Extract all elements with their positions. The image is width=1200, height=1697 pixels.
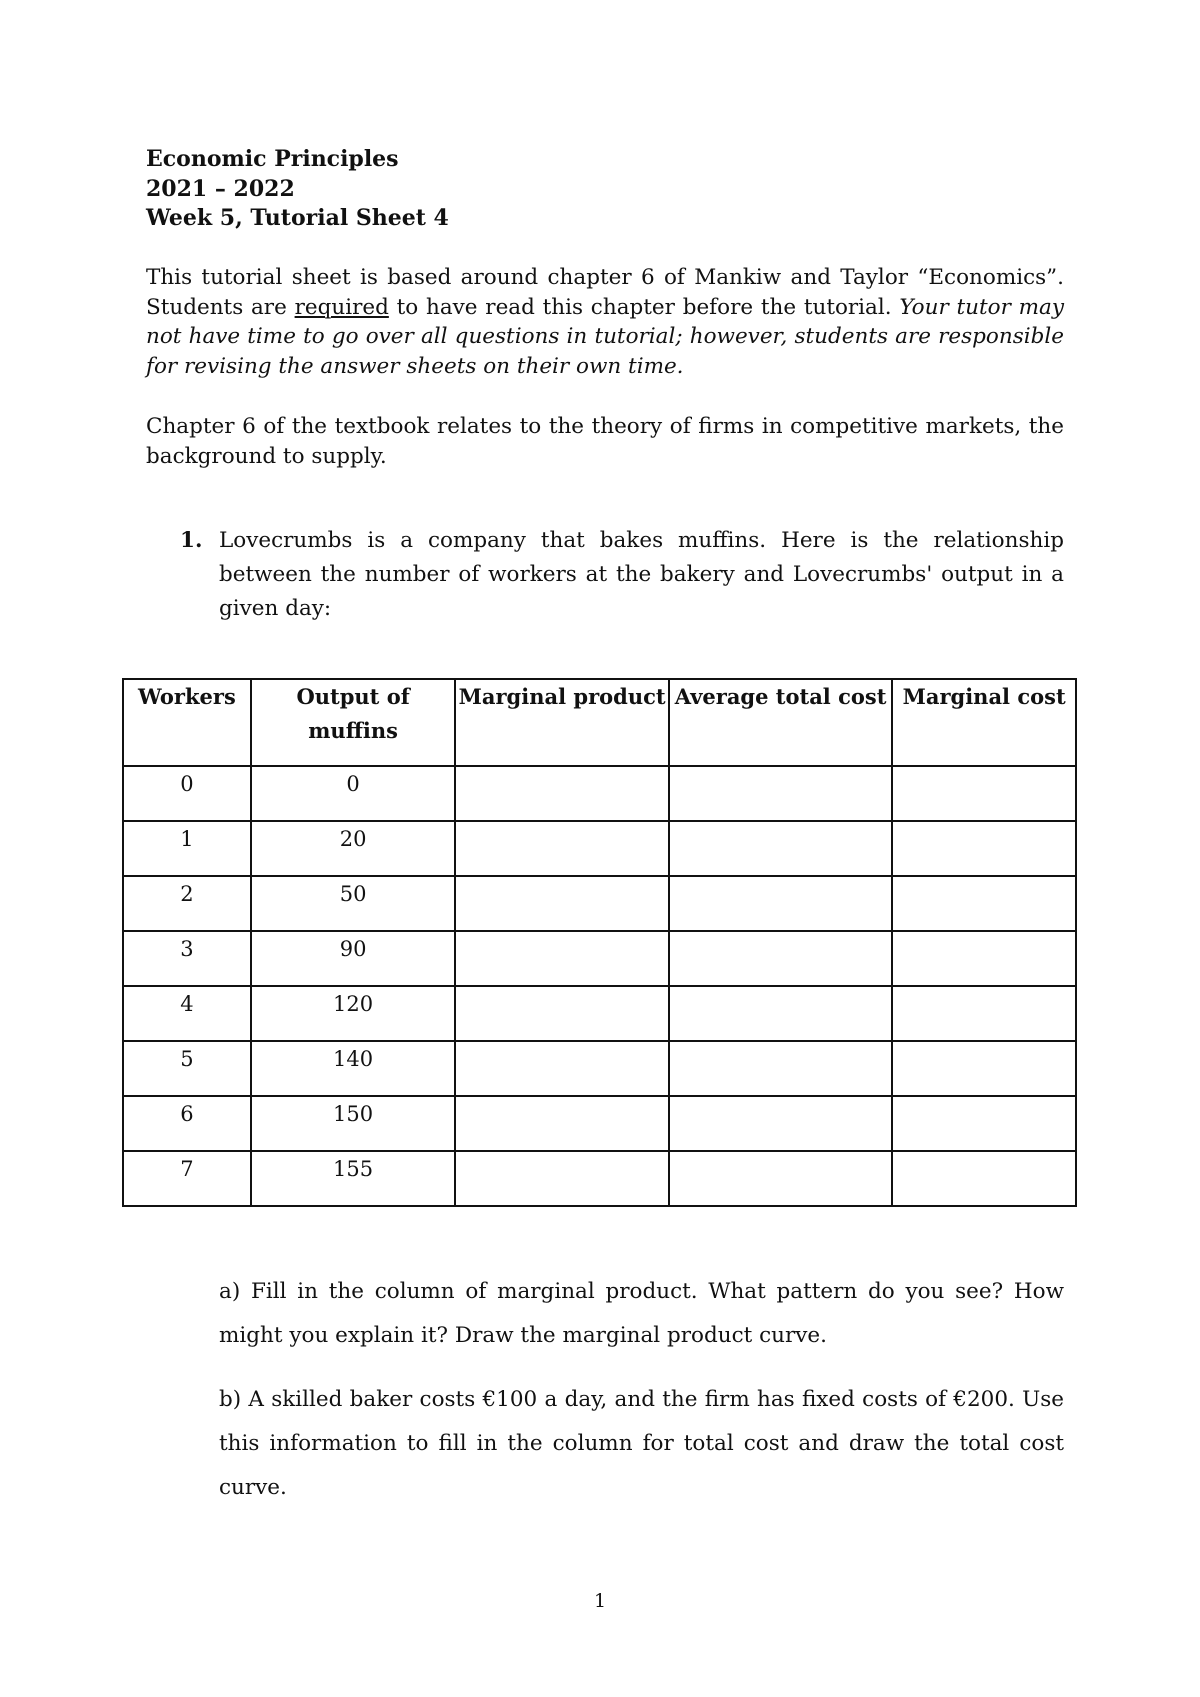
header-marginal-cost: Marginal cost [892, 679, 1076, 766]
table-row [123, 931, 1076, 986]
marginal-cost-cell[interactable] [892, 1151, 1076, 1206]
course-title: Economic Principles [146, 146, 399, 172]
workers-cell: 4 [123, 986, 251, 1041]
marginal-cost-cell[interactable] [892, 931, 1076, 986]
subquestion-a: a) Fill in the column of marginal product. What pattern do you see? How might you explain it? Draw the marginal product curve. [219, 1279, 1064, 1348]
marginal-product-cell[interactable] [455, 986, 669, 1041]
intro-paragraph [146, 263, 1064, 381]
average-total-cost-cell[interactable] [669, 821, 892, 876]
marginal-cost-cell[interactable] [892, 821, 1076, 876]
header-marginal-product: Marginal product [455, 679, 669, 766]
average-total-cost-cell[interactable] [669, 876, 892, 931]
workers-cell: 3 [123, 931, 251, 986]
table-row [123, 1151, 1076, 1206]
table-row [123, 821, 1076, 876]
page-number: 1 [593, 1590, 607, 1612]
marginal-cost-cell[interactable] [892, 986, 1076, 1041]
marginal-product-cell[interactable] [455, 766, 669, 821]
marginal-product-cell[interactable] [455, 876, 669, 931]
table-row [123, 876, 1076, 931]
output-cell: 50 [251, 876, 455, 931]
production-cost-table [122, 678, 1077, 1207]
output-cell: 155 [251, 1151, 455, 1206]
workers-cell: 7 [123, 1151, 251, 1206]
question-text: Lovecrumbs is a company that bakes muffins. Here is the relationship between the number of workers at the bakery and Lovecrumbs' output in a given day: [219, 528, 1064, 621]
output-cell: 20 [251, 821, 455, 876]
table-row [123, 986, 1076, 1041]
marginal-product-cell[interactable] [455, 931, 669, 986]
question-1 [180, 524, 1064, 626]
marginal-cost-cell[interactable] [892, 1041, 1076, 1096]
marginal-cost-cell[interactable] [892, 1096, 1076, 1151]
academic-year: 2021 – 2022 [146, 175, 295, 202]
average-total-cost-cell[interactable] [669, 931, 892, 986]
marginal-cost-cell[interactable] [892, 876, 1076, 931]
average-total-cost-cell[interactable] [669, 1151, 892, 1206]
intro-italic-note: Your tutor may not have time to go over all questions in tutorial; however, students are responsible for revising the answer sheets on their own time. [146, 294, 1064, 379]
table-row [123, 1096, 1076, 1151]
workers-cell: 2 [123, 876, 251, 931]
header-average-total-cost: Average total cost [669, 679, 892, 766]
marginal-product-cell[interactable] [455, 1151, 669, 1206]
output-cell: 90 [251, 931, 455, 986]
table-row [123, 1041, 1076, 1096]
workers-cell: 0 [123, 766, 251, 821]
marginal-product-cell[interactable] [455, 1041, 669, 1096]
table-row [123, 766, 1076, 821]
marginal-cost-cell[interactable] [892, 766, 1076, 821]
workers-cell: 1 [123, 821, 251, 876]
question-number: 1. [180, 528, 203, 553]
average-total-cost-cell[interactable] [669, 1041, 892, 1096]
document-heading [146, 145, 449, 234]
chapter-paragraph: Chapter 6 of the textbook relates to the theory of firms in competitive markets, the background to supply. [146, 414, 1064, 469]
intro-text-middle: to have read this chapter before the tutorial. [388, 294, 900, 320]
output-cell: 150 [251, 1096, 455, 1151]
output-cell: 120 [251, 986, 455, 1041]
output-cell: 140 [251, 1041, 455, 1096]
subquestion-b: b) A skilled baker costs €100 a day, and the firm has fixed costs of €200. Use this information to fill in the column for total cost and draw the total cost curve. [219, 1387, 1064, 1500]
output-cell: 0 [251, 766, 455, 821]
intro-text-start: This tutorial sheet is based around chapter 6 of Mankiw and Taylor “Economics”. Students are [146, 265, 1064, 320]
required-underlined: required [294, 294, 389, 320]
sheet-title: Week 5, Tutorial Sheet 4 [146, 205, 449, 231]
header-output: Output of muffins [251, 679, 455, 766]
workers-cell: 6 [123, 1096, 251, 1151]
header-workers: Workers [123, 679, 251, 766]
workers-cell: 5 [123, 1041, 251, 1096]
marginal-product-cell[interactable] [455, 821, 669, 876]
average-total-cost-cell[interactable] [669, 766, 892, 821]
table-header-row [123, 679, 1076, 766]
average-total-cost-cell[interactable] [669, 1096, 892, 1151]
marginal-product-cell[interactable] [455, 1096, 669, 1151]
average-total-cost-cell[interactable] [669, 986, 892, 1041]
